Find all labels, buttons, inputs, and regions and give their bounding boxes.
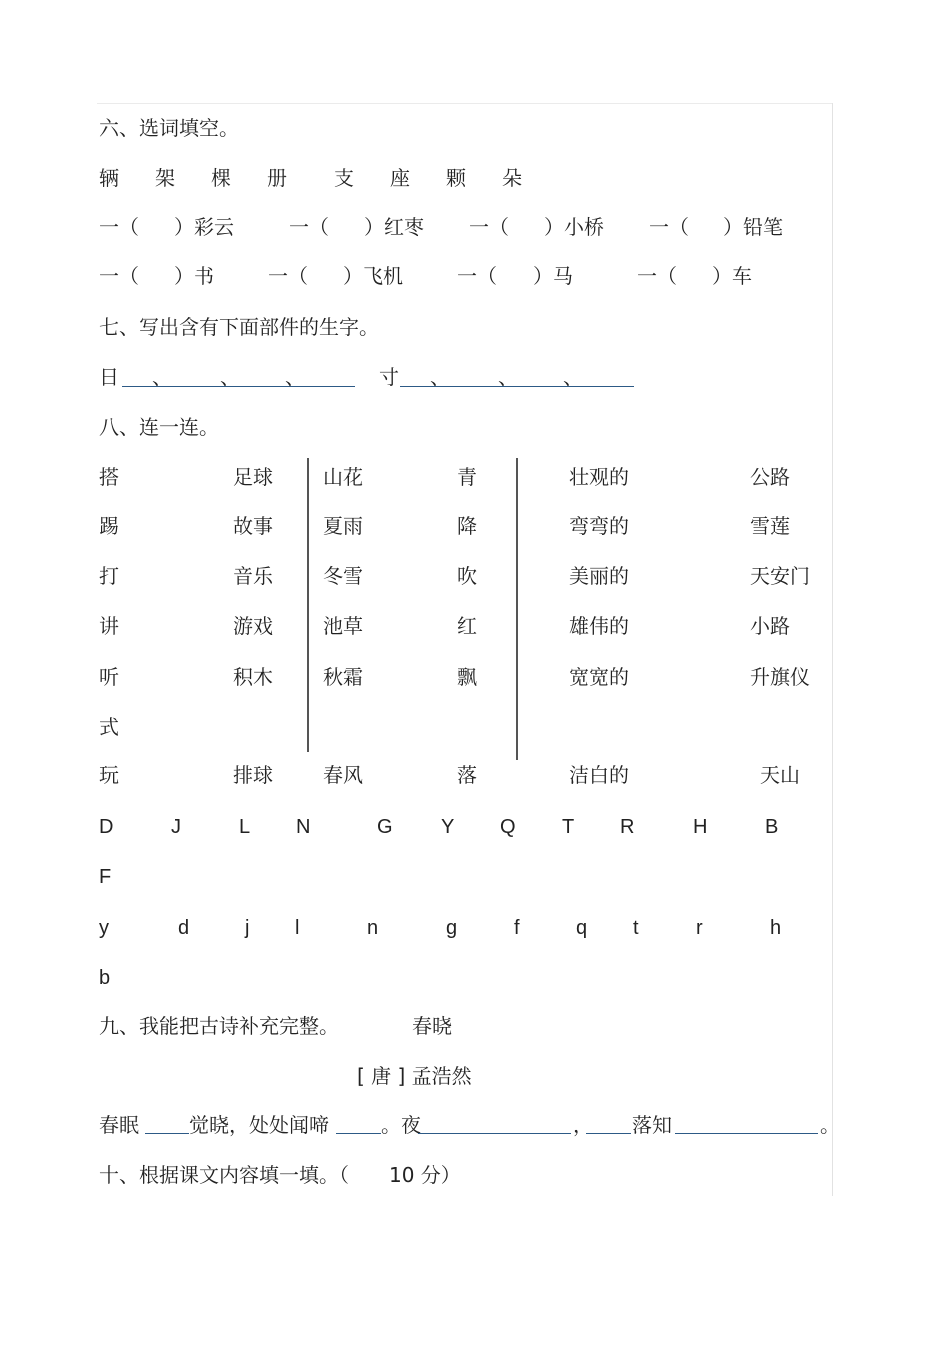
overflow-char: 式	[99, 715, 119, 739]
match-item[interactable]: 春风	[323, 763, 363, 787]
measure-prefix: 一（	[637, 264, 677, 288]
letter-lower[interactable]: h	[770, 917, 782, 939]
match-item[interactable]: 天山	[760, 763, 800, 787]
letter-upper[interactable]: L	[239, 816, 251, 838]
poem-text: 。	[820, 1113, 840, 1137]
poem-author: [ 唐 ] 孟浩然	[357, 1064, 472, 1088]
poem-text: 觉晓，处处闻啼	[189, 1113, 329, 1137]
match-item[interactable]: 玩	[99, 763, 119, 787]
measure-suffix: ）彩云	[174, 215, 234, 239]
match-item[interactable]: 秋霜	[323, 665, 363, 689]
letter-lower[interactable]: g	[446, 917, 458, 939]
match-item[interactable]: 吹	[457, 564, 477, 588]
letter-upper[interactable]: F	[99, 866, 112, 888]
match-item[interactable]: 宽宽的	[569, 665, 629, 689]
word-choice: 架	[155, 166, 175, 190]
letter-lower[interactable]: d	[178, 917, 190, 939]
section-6-title: 六、选词填空。	[99, 116, 239, 140]
measure-suffix: ）马	[533, 264, 573, 288]
measure-prefix: 一（	[289, 215, 329, 239]
poem-text: 。夜	[381, 1113, 421, 1137]
separator: 、	[498, 365, 518, 389]
match-item[interactable]: 冬雪	[323, 564, 363, 588]
letter-lower[interactable]: t	[633, 917, 639, 939]
poem-text: 落知	[632, 1113, 672, 1137]
letter-upper[interactable]: T	[562, 816, 575, 838]
match-item[interactable]: 听	[99, 665, 119, 689]
letter-lower[interactable]: y	[99, 917, 109, 939]
match-item[interactable]: 洁白的	[569, 763, 629, 787]
match-item[interactable]: 夏雨	[323, 514, 363, 538]
separator: 、	[152, 365, 172, 389]
measure-suffix: ）小桥	[544, 215, 604, 239]
match-item[interactable]: 升旗仪	[750, 665, 810, 689]
letter-upper[interactable]: G	[377, 816, 393, 838]
word-choice: 辆	[99, 166, 119, 190]
measure-prefix: 一（	[649, 215, 689, 239]
match-item[interactable]: 游戏	[233, 614, 273, 638]
letter-lower[interactable]: f	[514, 917, 520, 939]
section-10-score: 10 分）	[389, 1163, 461, 1187]
match-item[interactable]: 红	[457, 614, 477, 638]
separator: 、	[285, 365, 305, 389]
page-edge-right	[832, 103, 833, 1196]
match-item[interactable]: 池草	[323, 614, 363, 638]
word-choice: 册	[267, 166, 287, 190]
separator: 、	[430, 365, 450, 389]
radical-ri: 日	[99, 365, 119, 389]
match-item[interactable]: 青	[457, 465, 477, 489]
poem-title: 春晓	[412, 1014, 452, 1038]
word-choice: 支	[334, 166, 354, 190]
letter-upper[interactable]: J	[171, 816, 181, 838]
match-item[interactable]: 足球	[233, 465, 273, 489]
section-7-title: 七、写出含有下面部件的生字。	[99, 315, 379, 339]
letter-lower[interactable]: n	[367, 917, 379, 939]
section-10-title: 十、根据课文内容填一填。（	[99, 1163, 349, 1187]
match-item[interactable]: 降	[457, 514, 477, 538]
match-item[interactable]: 打	[99, 564, 119, 588]
letter-upper[interactable]: Y	[441, 816, 455, 838]
match-item[interactable]: 雄伟的	[569, 614, 629, 638]
letter-lower[interactable]: b	[99, 967, 111, 989]
letter-lower[interactable]: q	[576, 917, 588, 939]
letter-upper[interactable]: Q	[500, 816, 516, 838]
letter-upper[interactable]: R	[620, 816, 635, 838]
page-edge-top	[97, 103, 833, 104]
measure-suffix: ）飞机	[343, 264, 403, 288]
measure-prefix: 一（	[268, 264, 308, 288]
match-item[interactable]: 美丽的	[569, 564, 629, 588]
match-item[interactable]: 故事	[233, 514, 273, 538]
match-item[interactable]: 雪莲	[750, 514, 790, 538]
match-item[interactable]: 讲	[99, 614, 119, 638]
letter-lower[interactable]: r	[696, 917, 703, 939]
measure-prefix: 一（	[99, 215, 139, 239]
letter-lower[interactable]: l	[295, 917, 300, 939]
separator: 、	[563, 365, 583, 389]
match-item[interactable]: 落	[457, 763, 477, 787]
radical-cun: 寸	[379, 365, 399, 389]
measure-suffix: ）红枣	[364, 215, 424, 239]
match-item[interactable]: 山花	[323, 465, 363, 489]
poem-blank[interactable]	[336, 1133, 381, 1134]
measure-prefix: 一（	[457, 264, 497, 288]
section-8-title: 八、连一连。	[99, 415, 219, 439]
match-item[interactable]: 弯弯的	[569, 514, 629, 538]
letter-upper[interactable]: N	[296, 816, 311, 838]
match-item[interactable]: 小路	[750, 614, 790, 638]
poem-blank[interactable]	[675, 1133, 818, 1134]
measure-prefix: 一（	[99, 264, 139, 288]
match-item[interactable]: 公路	[750, 465, 790, 489]
match-item[interactable]: 踢	[99, 514, 119, 538]
match-item[interactable]: 壮观的	[569, 465, 629, 489]
word-choice: 朵	[502, 166, 522, 190]
match-item[interactable]: 天安门	[750, 564, 810, 588]
poem-text: ，	[573, 1113, 593, 1137]
measure-suffix: ）铅笔	[723, 215, 783, 239]
letter-upper[interactable]: D	[99, 816, 114, 838]
word-choice: 棵	[211, 166, 231, 190]
poem-blank[interactable]	[586, 1133, 631, 1134]
match-item[interactable]: 飘	[457, 665, 477, 689]
word-choice: 颗	[446, 166, 466, 190]
match-item[interactable]: 搭	[99, 465, 119, 489]
poem-blank[interactable]	[145, 1133, 189, 1134]
match-item[interactable]: 积木	[233, 665, 273, 689]
separator: 、	[220, 365, 240, 389]
poem-text: 春眠	[99, 1113, 139, 1137]
match-item[interactable]: 音乐	[233, 564, 273, 588]
measure-suffix: ）车	[712, 264, 752, 288]
divider-line	[307, 458, 309, 752]
letter-lower[interactable]: j	[245, 917, 250, 939]
letter-upper[interactable]: B	[765, 816, 779, 838]
divider-line	[516, 458, 518, 760]
poem-blank[interactable]	[418, 1133, 571, 1134]
match-item[interactable]: 排球	[233, 763, 273, 787]
measure-prefix: 一（	[469, 215, 509, 239]
word-choice: 座	[390, 166, 410, 190]
measure-suffix: ）书	[174, 264, 214, 288]
letter-upper[interactable]: H	[693, 816, 708, 838]
section-9-title: 九、我能把古诗补充完整。	[99, 1014, 339, 1038]
